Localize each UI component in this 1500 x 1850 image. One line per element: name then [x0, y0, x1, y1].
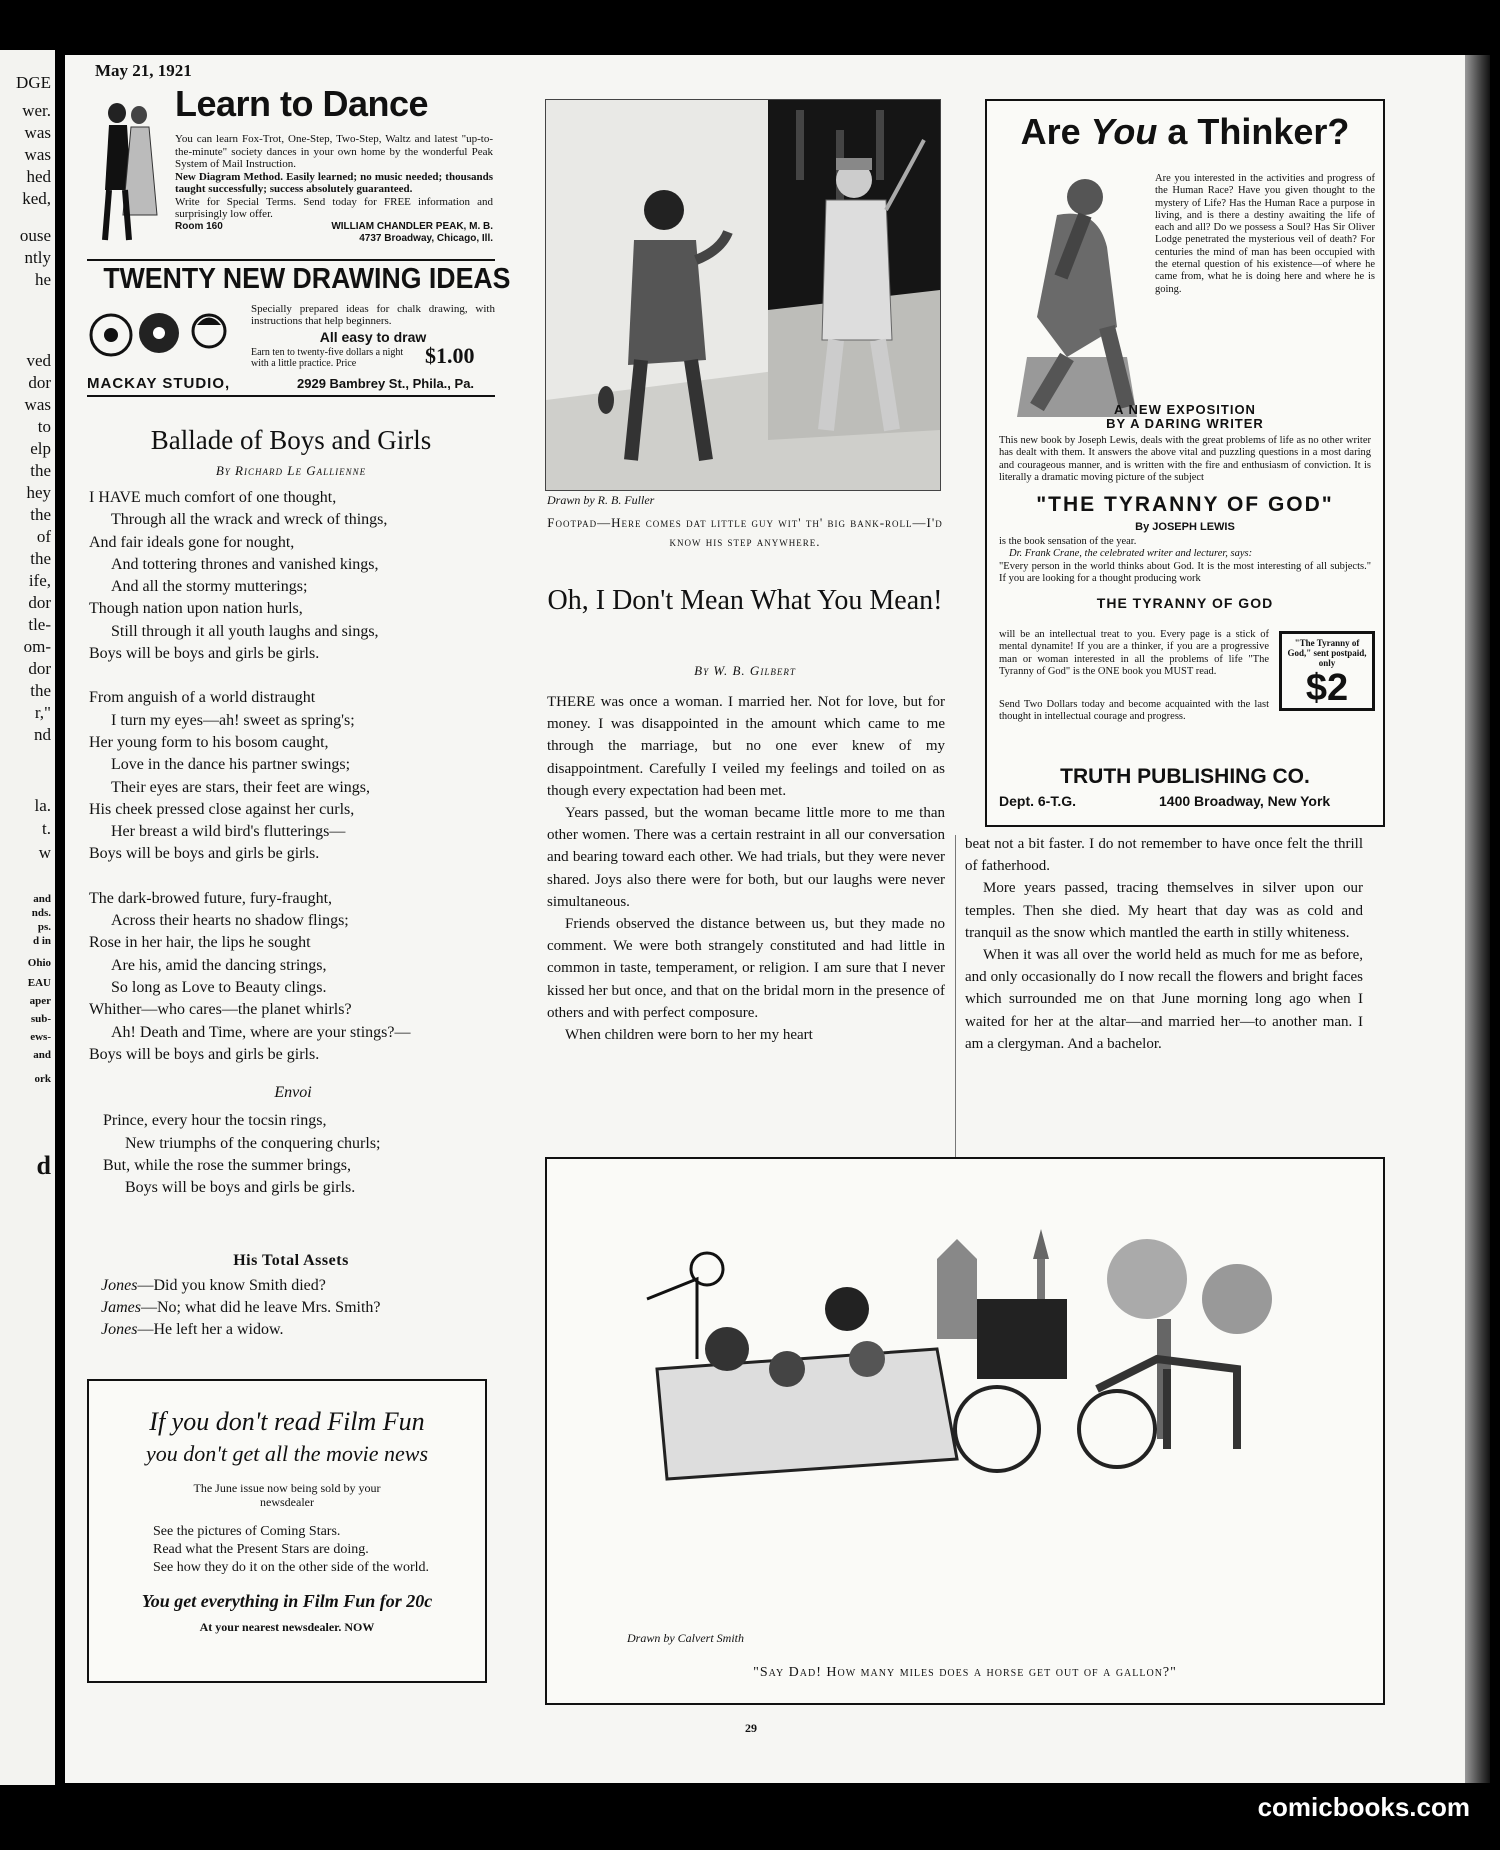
thinker-subhead-1: A NEW EXPOSITION: [1114, 402, 1256, 417]
edge-fragment: ews-: [30, 1031, 51, 1043]
ballade-stanza: [89, 687, 509, 865]
edge-fragment: was: [24, 123, 51, 142]
poem-line: But, while the rose the summer brings,: [103, 1157, 351, 1175]
filmfun-headline-1: If you don't read Film Fun: [149, 1407, 425, 1436]
ballade-stanza: [89, 487, 509, 665]
thinker-para-2: This new book by Joseph Lewis, deals with the great problems of life as no other writer has dealt with them. It answers the above vital and puzzling questions in a most daring and courageous manner, and is written with the fire and enthusiasm of conviction. It is literally a dramatic moving picture of the subject: [999, 435, 1371, 483]
thinker-price: $2: [1305, 667, 1349, 709]
ad-drawing: [87, 263, 511, 395]
filmfun-headline-2: you don't get all the movie news: [145, 1441, 429, 1466]
dance-terms: Write for Special Terms. Send today for FREE information and surprisingly low offer.: [175, 195, 493, 220]
filmfun-footer: At your nearest newsdealer. NOW: [199, 1620, 375, 1634]
thinker-price-line: "The Tyranny of God," sent postpaid, only: [1287, 638, 1367, 668]
drawing-body: Specially prepared ideas for chalk drawing, with instructions that help beginners.: [251, 303, 495, 327]
watermark: comicbooks.com: [1257, 1792, 1470, 1822]
joke-lines: [101, 1275, 501, 1341]
story-paragraph: Years passed, but the woman became little more to me than other women. There was a certain restraint in all our conversation and bearing toward each other. We had trials, but they were never shared. Joys also there were for both, but our laughs were never simultaneous.: [547, 805, 945, 910]
dance-body: You can learn Fox-Trot, One-Step, Two-Step, Waltz and latest "up-to-the-minute" society dances in your own home by the wonderful Peak System of Mail Instruction.: [175, 133, 493, 170]
edge-fragment: dor: [28, 373, 51, 392]
poem-line: Though nation upon nation hurls,: [89, 600, 303, 618]
edge-fragment: ked,: [22, 189, 51, 208]
poem-line: From anguish of a world distraught: [89, 689, 316, 707]
joke-title: His Total Assets: [233, 1252, 349, 1269]
dance-method: New Diagram Method. Easily learned; no music needed; thousands taught successfully; success absolutely guaranteed.: [175, 170, 493, 195]
poem-line: Boys will be boys and girls be girls.: [125, 1179, 356, 1197]
story-paragraph: Friends observed the distance between us, but they made no comment. We were both strangely constituted and had little in common in taste, temperament, or religion. I am sure that I never kissed her but once, and that on the bridal morn in the presence of others and with perfect composure.: [547, 916, 945, 1021]
poem-line: New triumphs of the conquering churls;: [125, 1134, 381, 1152]
edge-fragment: the: [30, 549, 51, 568]
poem-line: Their eyes are stars, their feet are wings,: [111, 778, 370, 796]
edge-fragment: d: [36, 1151, 51, 1180]
edge-fragment: the: [30, 505, 51, 524]
filmfun-item: See the pictures of Coming Stars.: [153, 1524, 341, 1539]
edge-fragment: dor: [28, 659, 51, 678]
filmfun-issue: The June issue now being sold by your newsdealer: [193, 1481, 381, 1509]
ballade-stanza: [89, 888, 509, 1066]
joke-speaker: James: [101, 1299, 141, 1316]
thinker-price-box: [1279, 631, 1375, 711]
poem-line: Across their hearts no shadow flings;: [111, 912, 349, 930]
page-number: 29: [745, 1721, 757, 1735]
story-column-2: [965, 833, 1363, 1055]
envoi-stanza: [89, 1110, 509, 1199]
joke-line: [101, 1297, 501, 1319]
edge-fragment: Ohio: [27, 957, 51, 969]
previous-page-edge: [0, 50, 55, 1785]
edge-fragment: to: [37, 417, 51, 436]
poem-line: Boys will be boys and girls be girls.: [89, 645, 320, 663]
edge-fragment: was: [24, 145, 51, 164]
footpad-caption: Footpad—Here comes dat little guy wit' th' big bank-roll—I'd know his step anywhere.: [547, 515, 943, 549]
poem-line: And tottering thrones and vanished kings,: [111, 555, 379, 573]
drawing-studio: MACKAY STUDIO,: [87, 375, 231, 392]
edge-fragment: the: [30, 681, 51, 700]
edge-fragment: dor: [28, 593, 51, 612]
ballade-byline: By Richard Le Gallienne: [215, 463, 367, 478]
edge-fragment: nds.: [31, 907, 51, 919]
edge-fragment: DGE: [16, 73, 51, 92]
car-and-buggy-illustration: [637, 1219, 1297, 1549]
edge-fragment: la.: [34, 796, 51, 815]
thinker-address: 1400 Broadway, New York: [1159, 793, 1331, 809]
edge-fragment: ps.: [37, 921, 51, 933]
poem-line: And all the stormy mutterings;: [111, 578, 308, 596]
edge-fragment: he: [34, 270, 51, 289]
poem-line: Prince, every hour the tocsin rings,: [103, 1112, 327, 1130]
story-paragraph: beat not a bit faster. I do not remember to have once felt the thrill of fatherhood.: [965, 836, 1363, 875]
joke-line: [101, 1275, 501, 1297]
poem-line: I turn my eyes—ah! sweet as spring's;: [111, 711, 355, 729]
ballade-title: Ballade of Boys and Girls: [150, 425, 432, 455]
car-caption: "Say Dad! How many miles does a horse get out of a gallon?": [753, 1665, 1177, 1680]
issue-date: May 21, 1921: [95, 61, 192, 80]
thinker-statue-illustration: [997, 167, 1147, 417]
edge-fragment: ork: [34, 1073, 51, 1085]
thinker-quote: "Every person in the world thinks about God. It is the most interesting of all subjects." If you are looking for a thought producing work: [999, 560, 1371, 584]
drawing-headline: TWENTY NEW DRAWING IDEAS: [103, 263, 511, 295]
edge-fragment: nd: [34, 725, 51, 744]
thinker-headline-thinker: a Thinker?: [1167, 111, 1350, 152]
thinker-headline-are: Are: [1020, 111, 1081, 152]
car-credit: Drawn by Calvert Smith: [627, 1631, 744, 1645]
car-cartoon-frame: [545, 1157, 1385, 1705]
thinker-sensation: is the book sensation of the year.: [999, 536, 1137, 547]
story-paragraph: When it was all over the world held as much for me as before, and only occasionally do I now recall the flowers and bright faces which surrounded me on that June morning long ago when I waited for her at the altar—and married her—to another man. I am a clergyman. And a bachelor.: [965, 947, 1363, 1052]
edge-fragment: ouse: [19, 226, 51, 245]
thinker-send: Send Two Dollars today and become acquainted with the last thought in intellectual courage and progress.: [999, 699, 1269, 723]
drawing-earn: Earn ten to twenty-five dollars a night with a little practice. Price: [251, 347, 404, 369]
envoi-title: Envoi: [274, 1084, 312, 1102]
edge-fragment: ife,: [28, 571, 51, 590]
ad-thinker: [985, 99, 1385, 827]
filmfun-items: [153, 1523, 453, 1577]
drawing-address: 2929 Bambrey St., Phila., Pa.: [297, 376, 475, 391]
edge-fragment: elp: [30, 439, 51, 458]
edge-fragment: of: [36, 527, 51, 546]
thinker-subhead-2: BY A DARING WRITER: [1106, 416, 1264, 431]
story-paragraph: THERE was once a woman. I married her. Not for love, but for money. I was disappointed in the amount which came to me through the marriage, but no one ever knew of my disappointment. Carefully I veiled my feelings and toiled on as though every expectation had been met.: [547, 694, 945, 799]
edge-fragment: EAU: [27, 977, 51, 989]
dance-room: Room 160: [175, 220, 223, 232]
poem-line: Still through it all youth laughs and sings,: [111, 622, 379, 640]
poem-line: I HAVE much comfort of one thought,: [89, 489, 337, 506]
story-column-1: [547, 691, 945, 1046]
ballade-poem: [89, 487, 509, 1200]
poem-line: Her young form to his bosom caught,: [89, 733, 329, 751]
column-rule: [955, 835, 956, 1175]
ad-bottom-rule: [87, 395, 495, 397]
story-paragraph: When children were born to her my heart: [565, 1027, 813, 1044]
edge-fragment: d in: [32, 935, 51, 947]
joke-text: —He left her a widow.: [137, 1321, 284, 1338]
edge-fragment: hey: [26, 483, 51, 502]
edge-fragment: hed: [26, 167, 51, 186]
footpad-cartoon: [545, 99, 941, 491]
thinker-crane: Dr. Frank Crane, the celebrated writer and lecturer, says:: [1009, 548, 1253, 560]
filmfun-tagline: You get everything in Film Fun for 20c: [141, 1591, 433, 1611]
drawing-easy: All easy to draw: [319, 329, 427, 345]
thinker-headline: [987, 111, 1383, 153]
magazine-page: [65, 55, 1465, 1783]
edge-fragment: and: [33, 1049, 51, 1061]
footpad-illustration: [546, 100, 940, 490]
poem-line: Rose in her hair, the lips he sought: [89, 934, 311, 952]
poem-line: Whither—who cares—the planet whirls?: [89, 1001, 352, 1019]
edge-fragment: sub-: [30, 1013, 51, 1025]
poem-line: Boys will be boys and girls be girls.: [89, 1045, 320, 1063]
joke-text: —No; what did he leave Mrs. Smith?: [140, 1299, 381, 1316]
edge-fragment: ntly: [24, 248, 51, 267]
poem-line: Boys will be boys and girls be girls.: [89, 845, 320, 863]
edge-fragment: was: [24, 395, 51, 414]
thinker-book-title-2: THE TYRANNY OF GOD: [1096, 595, 1274, 611]
edge-fragment: ved: [26, 351, 51, 370]
joke-speaker: Jones: [101, 1321, 138, 1338]
dance-address: 4737 Broadway, Chicago, Ill.: [359, 233, 493, 244]
thinker-headline-you: You: [1090, 111, 1158, 152]
edge-fragment: the: [30, 461, 51, 480]
edge-fragment: tle-: [28, 615, 51, 634]
edge-fragment: r,": [34, 703, 51, 722]
thinker-book-author: By JOSEPH LEWIS: [1135, 521, 1235, 533]
poem-line: Ah! Death and Time, where are your stings?—: [111, 1023, 411, 1041]
poem-line: Love in the dance his partner swings;: [111, 756, 351, 774]
poem-line: His cheek pressed close against her curls,: [89, 800, 355, 818]
edge-fragment: wer.: [22, 101, 51, 120]
edge-fragment: and: [33, 893, 51, 905]
dance-headline: Learn to Dance: [175, 83, 429, 124]
story-paragraph: More years passed, tracing themselves in silver upon our temples. Then she died. My heart that day was as cold and tranquil as the snow which mantled the earth in stilly whiteness.: [965, 880, 1363, 941]
thinker-para-3: will be an intellectual treat to you. Every page is a stick of mental dynamite! If you are a thinker, if you are a progressive man or woman interested in all the problems of life "The Tyranny of God" is the ONE book you MUST read.: [999, 629, 1269, 677]
thinker-publisher: TRUTH PUBLISHING CO.: [1060, 765, 1310, 788]
filmfun-item: Read what the Present Stars are doing.: [153, 1542, 369, 1557]
dance-sender: WILLIAM CHANDLER PEAK, M. B.: [331, 220, 493, 232]
filmfun-item: See how they do it on the other side of the world.: [153, 1560, 430, 1575]
story-title: Oh, I Don't Mean What You Mean!: [547, 585, 943, 616]
poem-line: The dark-browed future, fury-fraught,: [89, 889, 333, 907]
poem-line: Her breast a wild bird's flutterings—: [111, 823, 346, 841]
joke-text: —Did you know Smith died?: [137, 1277, 326, 1294]
drawing-price: $1.00: [425, 343, 475, 368]
footpad-credit: Drawn by R. B. Fuller: [547, 493, 655, 507]
page-spine: [1465, 55, 1490, 1783]
poem-line: Are his, amid the dancing strings,: [111, 956, 327, 974]
ad-filmfun: [87, 1379, 487, 1683]
edge-fragment: w: [38, 843, 51, 862]
edge-fragment: om-: [23, 637, 51, 656]
thinker-book-title: "THE TYRANNY OF GOD": [1036, 493, 1334, 516]
joke-line: [101, 1319, 501, 1341]
poem-line: And fair ideals gone for nought,: [89, 533, 295, 551]
edge-fragment: aper: [29, 995, 51, 1007]
poem-line: Through all the wrack and wreck of things,: [111, 511, 388, 529]
joke-speaker: Jones: [101, 1277, 138, 1294]
thinker-dept: Dept. 6-T.G.: [999, 793, 1077, 809]
poem-line: So long as Love to Beauty clings.: [111, 978, 327, 996]
ad-divider: [87, 259, 495, 261]
flower-sketches: [87, 305, 237, 365]
story-byline: By W. B. Gilbert: [694, 663, 796, 678]
thinker-intro: Are you interested in the activities and progress of the Human Race? Have you given thought to the mystery of Life? Has the Human Race a purpose in living, and is there a destiny awaiting the life of each and all? Do we possess a Soul? Has Sir Oliver Lodge penetrated the mysterious veil of death? For centuries the mind of man has been occupied with the eternal question of his existence—of where he came from, what he is doing here and where he is going.: [1155, 173, 1375, 295]
edge-fragment: t.: [42, 819, 51, 838]
